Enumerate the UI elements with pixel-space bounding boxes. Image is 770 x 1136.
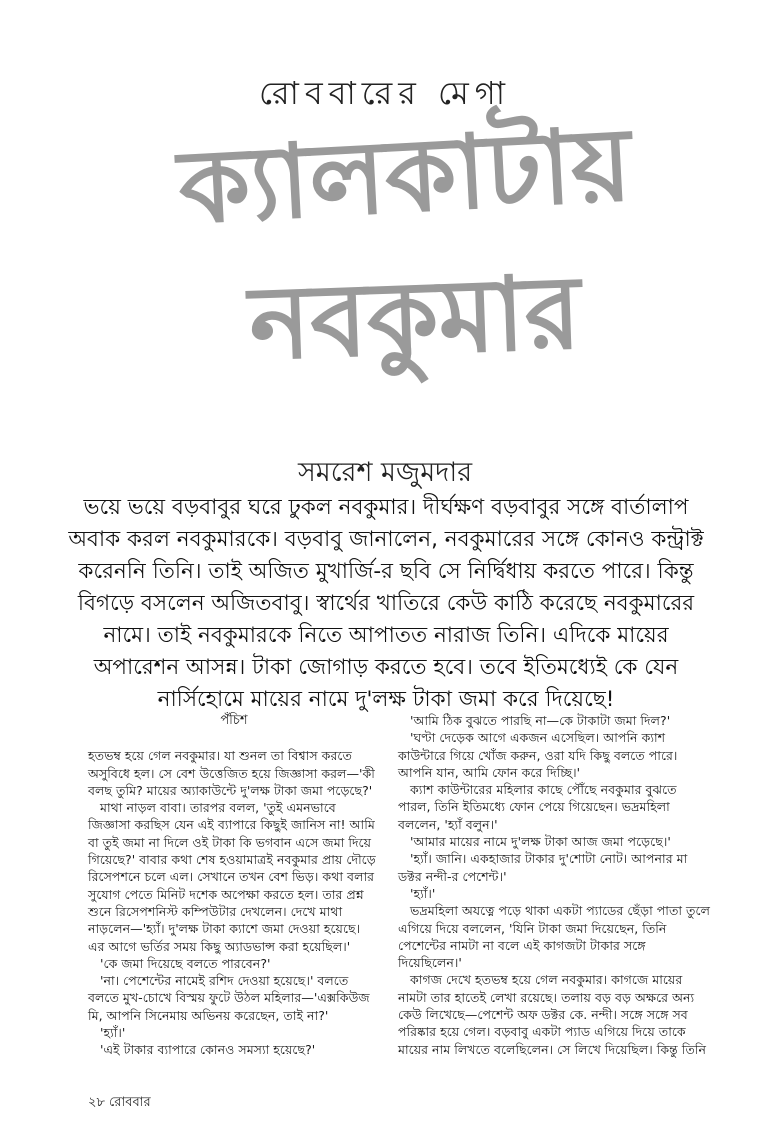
paragraph: 'হ্যাঁ।': [410, 885, 436, 901]
title-artwork: [170, 105, 640, 448]
paragraph: হতভম্ব হয়ে গেল নবকুমার। যা শুনল তা বিশ্বাস করতে অসুবিধে হল। সে বেশ উত্তেজিত হয়ে জিজ্ঞাসা করল—'কী বলছ তুমি? মায়ের অ্যাকাউন্টে দু'লক্ষ টাকা জমা পড়েছে?': [88, 748, 375, 798]
title-line-1: ক্যালকাটায়: [175, 105, 635, 248]
chapter-label: পঁচিশ: [220, 713, 248, 728]
title-line-2: নবকুমার: [247, 253, 583, 384]
right-column: [398, 712, 710, 1058]
paragraph: 'হ্যাঁ। জানি। একহাজার টাকার দু'শোটা নোট। আপনার মা ডক্টর নন্দী-র পেশেন্ট।': [398, 851, 688, 884]
paragraph: ভদ্রমহিলা অযত্নে পড়ে থাকা একটা প্যাডের ছেঁড়া পাতা তুলে এগিয়ে দিয়ে বললেন, 'যিনি টাকা জমা দিয়েছেন, তিনি পেশেন্টের নামটা না বলে এই কাগজটা টাকার সঙ্গে দিয়েছিলেন।': [398, 903, 710, 971]
paragraph: মাথা নাড়ল বাবা। তারপর বলল, 'তুই এমনভাবে জিজ্ঞাসা করছিস যেন এই ব্যাপারে কিছুই জানিস না! আমি বা তুই জমা না দিলে ওই টাকা কি ভগবান এসে জমা দিয়ে গিয়েছে?' বাবার কথা শেষ হওয়ামাত্রই নবকুমার প্রায় দৌড়ে রিসেপশনে চলে এল। সেখানে তখন বেশ ভিড়। কথা বলার সুযোগ পেতে মিনিট দশেক অপেক্ষা করতে হল। তার প্রশ্ন শুনে রিসেপশনিস্ট কম্পিউটার দেখলেন। দেখে মাথা নাড়লেন—'হ্যাঁ। দু'লক্ষ টাকা ক্যাশে জমা দেওয়া হয়েছে। এর আগে ভর্তির সময় কিছু অ্যাডভান্স করা হয়েছিল।': [88, 800, 376, 954]
paragraph: ক্যাশ কাউন্টারের মহিলার কাছে পৌঁছে নবকুমার বুঝতে পারল, তিনি ইতিমধ্যে ফোন পেয়ে গিয়েছেন। ভদ্রমহিলা বললেন, 'হ্যাঁ বলুন।': [398, 782, 677, 832]
paragraph: 'না। পেশেন্টের নামেই রশিদ দেওয়া হয়েছে।' বলতে বলতে মুখ-চোখে বিস্ময় ফুটে উঠল মহিলার—'এক্সকিউজ মি, আপনি সিনেমায় অভিনয় করেছেন, তাই না?': [88, 973, 370, 1023]
paragraph: 'আমার মায়ের নামে দু'লক্ষ টাকা আজ জমা পড়েছে।': [410, 834, 671, 850]
paragraph: 'কে জমা দিয়েছে বলতে পারবেন?': [100, 955, 271, 971]
intro-summary: ভয়ে ভয়ে বড়বাবুর ঘরে ঢুকল নবকুমার। দীর্ঘক্ষণ বড়বাবুর সঙ্গে বার্তালাপ অবাক করল নবকুমারকে। বড়বাবু জানালেন, নবকুমারের সঙ্গে কোনও কন্ট্রাক্ট করেননি তিনি। তাই অজিত মুখার্জি-র ছবি সে নির্দ্বিধায় করতে পারে। কিন্তু বিগড়ে বসলেন অজিতবাবু। স্বার্থের খাতিরে কেউ কাঠি করেছে নবকুমারের নামে। তাই নবকুমারকে নিতে আপাতত নারাজ তিনি। এদিকে মায়ের অপারেশন আসন্ন। টাকা জোগাড় করতে হবে। তবে ইতিমধ্যেই কে যেন নার্সিহোমে মায়ের নামে দু'লক্ষ টাকা জমা করে দিয়েছে!: [68, 495, 704, 712]
paragraph: 'এই টাকার ব্যাপারে কোনও সমস্যা হয়েছে?': [100, 1042, 316, 1058]
page-footer: ২৮ রোববার: [88, 1095, 151, 1110]
left-column: [88, 712, 380, 1059]
paragraph: কাগজ দেখে হতভম্ব হয়ে গেল নবকুমার। কাগজে মায়ের নামটা তার হাতেই লেখা রয়েছে। তলায় বড় বড় অক্ষরে অন্য কেউ লিখেছে—পেশেন্ট অফ ডক্টর কে. নন্দী। সঙ্গে সঙ্গে সব পরিষ্কার হয়ে গেল। বড়বাবু একটা প্যাড এগিয়ে দিয়ে তাকে মায়ের নাম লিখতে বলেছিলেন। সে লিখে দিয়েছিল। কিন্তু তিনি: [398, 972, 706, 1057]
paragraph: 'আমি ঠিক বুঝতে পারছি না—কে টাকাটা জমা দিল?': [410, 713, 671, 728]
author-name: সমরেশ মজুমদার: [297, 457, 473, 488]
paragraph: 'হ্যাঁ।': [100, 1025, 126, 1041]
kicker: রোববারের মেগা: [258, 74, 511, 112]
paragraph: 'ঘণ্টা দেড়েক আগে একজন এসেছিল। আপনি ক্যাশ কাউন্টারে গিয়ে খোঁজ করুন, ওরা যদি কিছু বলতে পারে। আপনি যান, আমি ফোন করে দিচ্ছি।': [398, 730, 678, 780]
